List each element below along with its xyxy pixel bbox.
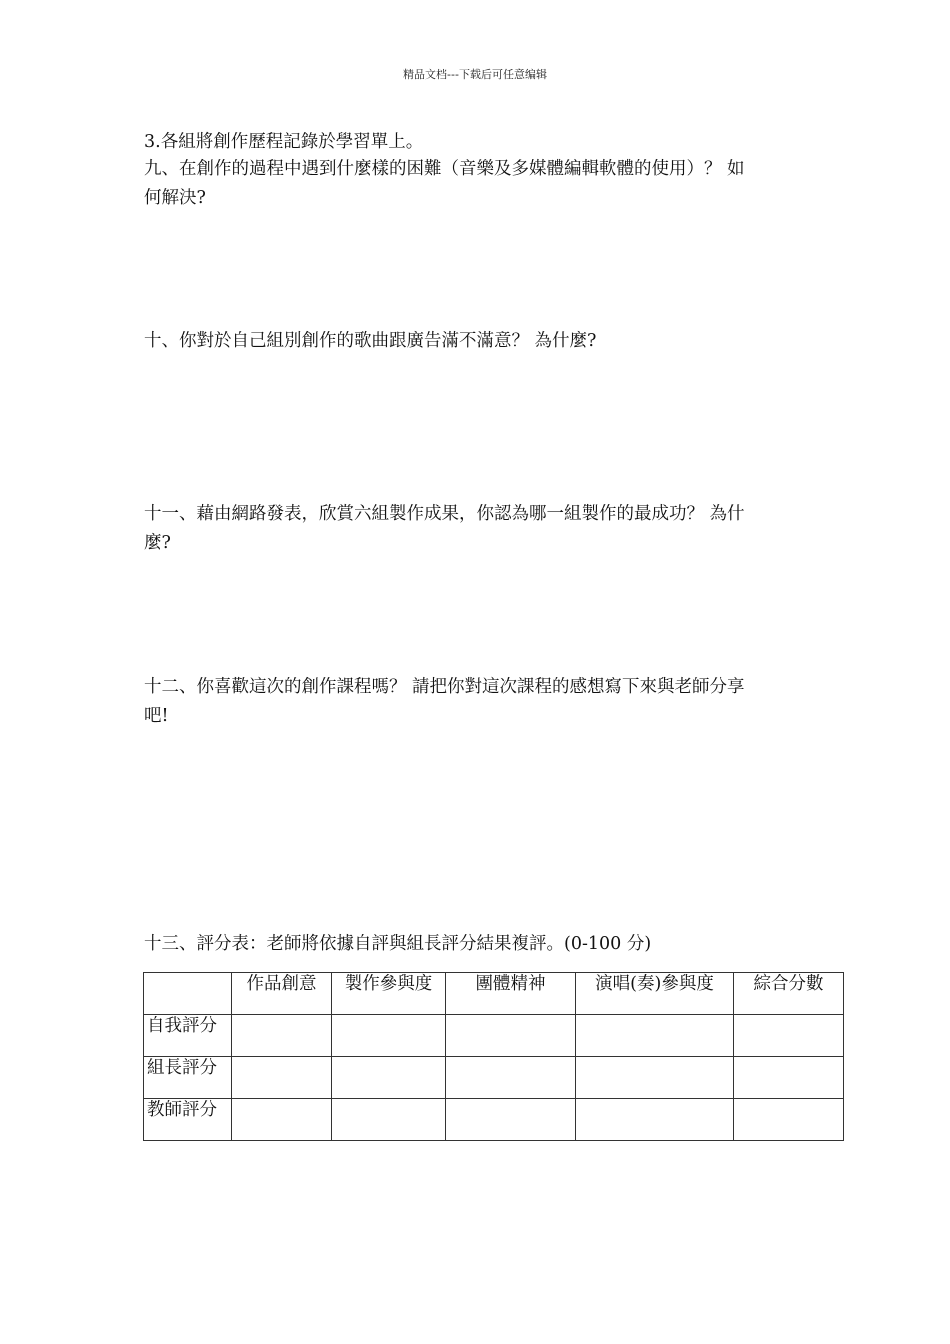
table-header-performance-participation: 演唱(奏)參與度 bbox=[576, 973, 734, 1015]
score-cell[interactable] bbox=[734, 1015, 844, 1057]
score-cell[interactable] bbox=[332, 1057, 446, 1099]
row-label-teacher-score: 教師評分 bbox=[144, 1099, 232, 1141]
step-3-text: 3.各組將創作歷程記錄於學習單上。 bbox=[144, 132, 424, 152]
page-header: 精品文档---下载后可任意编辑 bbox=[403, 68, 547, 81]
score-cell[interactable] bbox=[576, 1057, 734, 1099]
score-cell[interactable] bbox=[232, 1099, 332, 1141]
score-cell[interactable] bbox=[232, 1057, 332, 1099]
score-cell[interactable] bbox=[734, 1099, 844, 1141]
row-label-leader-score: 組長評分 bbox=[144, 1057, 232, 1099]
score-cell[interactable] bbox=[332, 1099, 446, 1141]
score-table bbox=[143, 972, 844, 1141]
score-cell[interactable] bbox=[332, 1015, 446, 1057]
score-cell[interactable] bbox=[232, 1015, 332, 1057]
table-row bbox=[144, 1099, 844, 1141]
score-cell[interactable] bbox=[576, 1015, 734, 1057]
question-9-line-1: 九、在創作的過程中遇到什麼樣的困難（音樂及多媒體編輯軟體的使用）？ 如 bbox=[144, 159, 745, 179]
table-header-creativity: 作品創意 bbox=[232, 973, 332, 1015]
question-11-line-1: 十一、藉由網路發表，欣賞六組製作成果，你認為哪一組製作的最成功？ 為什 bbox=[144, 504, 745, 524]
score-cell[interactable] bbox=[446, 1057, 576, 1099]
score-cell[interactable] bbox=[576, 1099, 734, 1141]
question-12-line-2: 吧! bbox=[144, 706, 169, 726]
table-row bbox=[144, 1015, 844, 1057]
table-header-production-participation: 製作參與度 bbox=[332, 973, 446, 1015]
score-cell[interactable] bbox=[446, 1099, 576, 1141]
table-header-cell bbox=[144, 973, 232, 1015]
row-label-self-score: 自我評分 bbox=[144, 1015, 232, 1057]
table-header-team-spirit: 團體精神 bbox=[446, 973, 576, 1015]
table-row bbox=[144, 1057, 844, 1099]
table-header-row bbox=[144, 973, 844, 1015]
question-9-line-2: 何解決? bbox=[144, 188, 206, 208]
score-cell[interactable] bbox=[446, 1015, 576, 1057]
question-13-score-sheet-title: 十三、評分表：老師將依據自評與組長評分結果複評。(0-100 分) bbox=[144, 934, 652, 954]
question-10: 十、你對於自己組別創作的歌曲跟廣告滿不滿意？ 為什麼? bbox=[144, 331, 597, 351]
score-cell[interactable] bbox=[734, 1057, 844, 1099]
question-12-line-1: 十二、你喜歡這次的創作課程嗎？ 請把你對這次課程的感想寫下來與老師分享 bbox=[144, 677, 745, 697]
question-11-line-2: 麼? bbox=[144, 533, 171, 553]
table-header-total-score: 綜合分數 bbox=[734, 973, 844, 1015]
